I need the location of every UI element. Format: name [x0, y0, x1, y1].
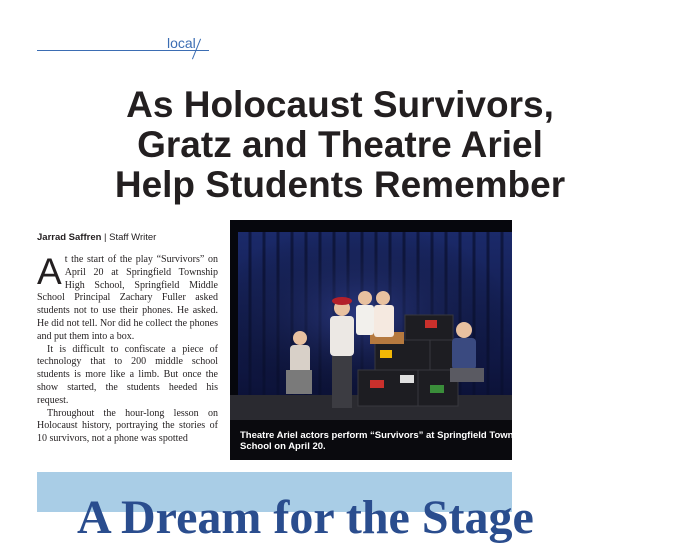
stage-scene-image [230, 220, 512, 460]
next-article-banner [37, 472, 534, 544]
headline-line-1: As Holocaust Survivors, [126, 84, 554, 125]
section-label[interactable]: local [167, 35, 196, 51]
next-article-banner-title: A Dream for the Stage [77, 491, 534, 544]
photo-caption [240, 430, 557, 452]
article-paragraph: It is difficult to confiscate a piece of technology that to 200 middle school students is more like a limb. But once the show started, the students heeded his request. [37, 343, 218, 406]
byline-role: | Staff Writer [101, 232, 157, 243]
headline-line-3: Help Students Remember [114, 164, 566, 205]
drop-cap: A [37, 251, 62, 292]
byline-author: Jarrad Saffren [37, 232, 102, 243]
article-body [37, 251, 218, 446]
photo-caption-line-2: School on April 20. [240, 441, 326, 452]
byline [37, 232, 156, 243]
stage-photo [230, 220, 557, 460]
photo-caption-line-1: Theatre Ariel actors perform “Survivors” at Springfield Township High [240, 430, 557, 441]
headline-line-2: Gratz and Theatre Ariel [137, 124, 543, 165]
article-paragraph: Throughout the hour-long lesson on Holocaust history, portraying the stories of 10 survivors, not a phone was spotted [37, 407, 218, 445]
article-paragraph: At the start of the play “Survivors” on April 20 at Springfield Township High School, Springfield Middle School Principal Zachary Fuller asked students not to use their phones. He asked. He did not tell. Nor did he collect the phones and put them into a box. [37, 251, 218, 342]
headline [0, 85, 680, 205]
